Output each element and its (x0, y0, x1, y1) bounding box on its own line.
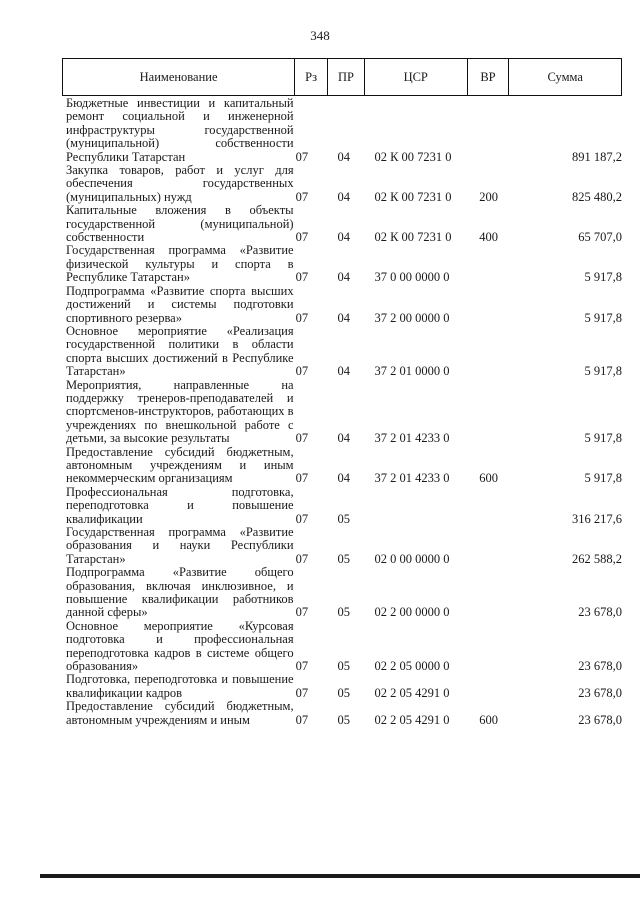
table-row (62, 486, 622, 526)
row-sum (521, 486, 622, 526)
table-row (62, 97, 622, 164)
row-pr (336, 446, 373, 486)
row-pr-value: 05 (337, 605, 350, 620)
row-sum (521, 700, 622, 727)
table-row (62, 700, 622, 727)
row-rz-value: 07 (295, 471, 309, 486)
row-vr (477, 526, 521, 566)
row-csr-value: 37 0 00 0000 0 (374, 270, 450, 285)
row-vr-value: 600 (479, 471, 498, 486)
row-pr-value: 04 (337, 310, 350, 325)
row-pr-value: 05 (337, 511, 350, 526)
row-sum-value: 5 917,8 (584, 364, 622, 379)
row-vr (477, 325, 521, 379)
row-vr (477, 97, 521, 164)
row-csr-value: 02 2 05 0000 0 (374, 659, 450, 674)
row-rz (294, 164, 336, 204)
header-name: Наименование (63, 59, 295, 95)
row-csr-value: 02 К 00 7231 0 (374, 149, 452, 164)
row-pr (336, 566, 373, 620)
row-csr (372, 379, 477, 446)
row-rz-value: 07 (295, 659, 309, 674)
row-csr-value: 02 К 00 7231 0 (374, 189, 452, 204)
table-row (62, 566, 622, 620)
row-csr (372, 325, 477, 379)
row-name: Основное мероприятие «Курсовая подготовка и профессиональная переподготовка кадров в системе общего образования» (66, 618, 294, 674)
row-pr (336, 164, 373, 204)
row-vr (477, 620, 521, 674)
table-row (62, 446, 622, 486)
row-csr-value: 37 2 01 4233 0 (374, 431, 450, 446)
row-sum-value: 65 707,0 (578, 230, 622, 245)
row-sum (521, 566, 622, 620)
row-rz-value: 07 (295, 230, 309, 245)
row-pr-value: 05 (337, 659, 350, 674)
row-sum-value: 316 217,6 (571, 511, 622, 526)
row-sum (521, 325, 622, 379)
table-row (62, 526, 622, 566)
row-csr (372, 486, 477, 526)
row-csr-value: 37 2 00 0000 0 (374, 310, 450, 325)
row-vr (477, 446, 521, 486)
row-vr (477, 285, 521, 325)
row-rz (294, 526, 336, 566)
table-row (62, 244, 622, 284)
row-vr-value: 200 (479, 189, 498, 204)
row-rz (294, 379, 336, 446)
row-sum (521, 204, 622, 244)
row-pr (336, 673, 373, 700)
row-rz (294, 486, 336, 526)
row-csr (372, 673, 477, 700)
row-csr-value: 37 2 01 0000 0 (374, 364, 450, 379)
row-rz-value: 07 (295, 511, 309, 526)
row-rz (294, 700, 336, 727)
row-rz (294, 620, 336, 674)
header-sum: Сумма (547, 69, 583, 84)
row-rz-value: 07 (295, 712, 309, 727)
row-vr (477, 204, 521, 244)
row-vr (477, 379, 521, 446)
table-row (62, 204, 622, 244)
row-csr (372, 97, 477, 164)
row-pr-value: 04 (337, 471, 350, 486)
table-row (62, 285, 622, 325)
row-vr (477, 164, 521, 204)
row-rz (294, 97, 336, 164)
row-rz-value: 07 (295, 431, 309, 446)
table-row (62, 325, 622, 379)
row-name: Бюджетные инвестиции и капитальный ремонт социальной и инженерной инфраструктуры государственной (муниципальной) собственности Республики Татарстан (66, 96, 294, 164)
row-pr-value: 05 (337, 685, 350, 700)
row-sum (521, 673, 622, 700)
row-csr (372, 526, 477, 566)
row-sum-value: 23 678,0 (578, 712, 622, 727)
row-sum (521, 526, 622, 566)
row-vr-value: 400 (479, 230, 498, 245)
row-csr-value: 02 2 05 4291 0 (374, 685, 450, 700)
row-pr-value: 04 (337, 189, 350, 204)
row-pr (336, 486, 373, 526)
row-pr (336, 526, 373, 566)
row-rz-value: 07 (295, 310, 309, 325)
row-rz (294, 673, 336, 700)
row-rz (294, 285, 336, 325)
row-sum-value: 5 917,8 (584, 471, 622, 486)
row-name: Подпрограмма «Развитие общего образования, включая инклюзивное, и повышение квалификации работников данной сферы» (66, 565, 294, 620)
row-sum-value: 5 917,8 (584, 431, 622, 446)
table-body (62, 97, 622, 727)
table-row (62, 164, 622, 204)
row-rz-value: 07 (295, 149, 309, 164)
row-sum (521, 164, 622, 204)
row-name: Капитальные вложения в объекты государственной (муниципальной) собственности (66, 203, 294, 245)
row-vr-value: 600 (479, 712, 498, 727)
row-csr-value: 02 К 00 7231 0 (374, 230, 452, 245)
row-name: Мероприятия, направленные на поддержку тренеров-преподавателей и спортсменов-инструкторов, работающих в учреждениях по внешкольной работе с детьми, за высокие результаты (66, 377, 294, 446)
row-name: Закупка товаров, работ и услуг для обеспечения государственных (муниципальных) нужд (66, 163, 294, 204)
row-name: Предоставление субсидий бюджетным, автономным учреждениям и иным некоммерческим организациям (66, 444, 294, 486)
row-csr (372, 204, 477, 244)
row-vr (477, 566, 521, 620)
row-csr-value: 02 0 00 0000 0 (374, 551, 450, 566)
row-pr-value: 04 (337, 431, 350, 446)
row-pr-value: 04 (337, 149, 350, 164)
table-row (62, 379, 622, 446)
row-name: Предоставление субсидий бюджетным, автономным учреждениям и иным (66, 699, 294, 727)
row-name: Подпрограмма «Развитие спорта высших достижений и системы подготовки спортивного резерва» (66, 283, 294, 325)
row-rz-value: 07 (295, 605, 309, 620)
row-pr (336, 700, 373, 727)
row-csr (372, 566, 477, 620)
row-sum (521, 244, 622, 284)
row-sum-value: 891 187,2 (571, 149, 622, 164)
header-vr: ВР (468, 59, 510, 95)
table-row (62, 673, 622, 700)
table-row (62, 620, 622, 674)
row-csr (372, 244, 477, 284)
row-rz (294, 446, 336, 486)
row-sum (521, 620, 622, 674)
row-name: Подготовка, переподготовка и повышение квалификации кадров (66, 672, 294, 700)
row-pr (336, 620, 373, 674)
row-pr-value: 04 (337, 270, 350, 285)
page-bottom-bar (40, 874, 640, 878)
row-csr (372, 164, 477, 204)
row-sum-value: 23 678,0 (578, 685, 622, 700)
row-sum (521, 285, 622, 325)
row-rz-value: 07 (295, 189, 309, 204)
row-sum-value: 825 480,2 (571, 189, 622, 204)
row-pr-value: 04 (337, 230, 350, 245)
row-name: Государственная программа «Развитие физической культуры и спорта в Республике Татарстан» (66, 243, 294, 285)
row-csr (372, 700, 477, 727)
row-name: Профессиональная подготовка, переподготовка и повышение квалификации (66, 484, 294, 526)
row-vr (477, 486, 521, 526)
row-vr (477, 673, 521, 700)
row-name: Основное мероприятие «Реализация государственной политики в области спорта высших достижений в Республике Татарстан» (66, 323, 294, 379)
row-rz-value: 07 (295, 685, 309, 700)
row-rz (294, 566, 336, 620)
row-sum-value: 262 588,2 (571, 551, 622, 566)
row-pr (336, 285, 373, 325)
row-csr-value: 37 2 01 4233 0 (374, 471, 450, 486)
row-sum (521, 97, 622, 164)
row-rz-value: 07 (295, 551, 309, 566)
row-pr-value: 05 (337, 551, 350, 566)
row-pr (336, 244, 373, 284)
page-number: 348 (310, 28, 330, 43)
row-csr (372, 620, 477, 674)
row-name: Государственная программа «Развитие образования и науки Республики Татарстан» (66, 525, 294, 566)
row-csr (372, 446, 477, 486)
row-sum-value: 23 678,0 (578, 659, 622, 674)
header-pr: ПР (328, 59, 365, 95)
row-sum (521, 446, 622, 486)
row-pr (336, 325, 373, 379)
header-rz: Рз (295, 59, 328, 95)
row-pr (336, 204, 373, 244)
row-sum-value: 5 917,8 (584, 270, 622, 285)
row-rz (294, 204, 336, 244)
table-header (62, 58, 622, 96)
row-vr (477, 244, 521, 284)
row-sum-value: 23 678,0 (578, 605, 622, 620)
row-rz (294, 325, 336, 379)
row-rz (294, 244, 336, 284)
header-csr: ЦСР (365, 59, 468, 95)
row-rz-value: 07 (295, 364, 309, 379)
row-csr-value: 02 2 05 4291 0 (374, 712, 450, 727)
row-sum (521, 379, 622, 446)
row-pr-value: 05 (337, 712, 350, 727)
row-vr (477, 700, 521, 727)
row-pr (336, 379, 373, 446)
row-pr-value: 04 (337, 364, 350, 379)
row-csr-value: 02 2 00 0000 0 (374, 605, 450, 620)
row-csr (372, 285, 477, 325)
row-pr (336, 97, 373, 164)
row-sum-value: 5 917,8 (584, 310, 622, 325)
row-rz-value: 07 (295, 270, 309, 285)
